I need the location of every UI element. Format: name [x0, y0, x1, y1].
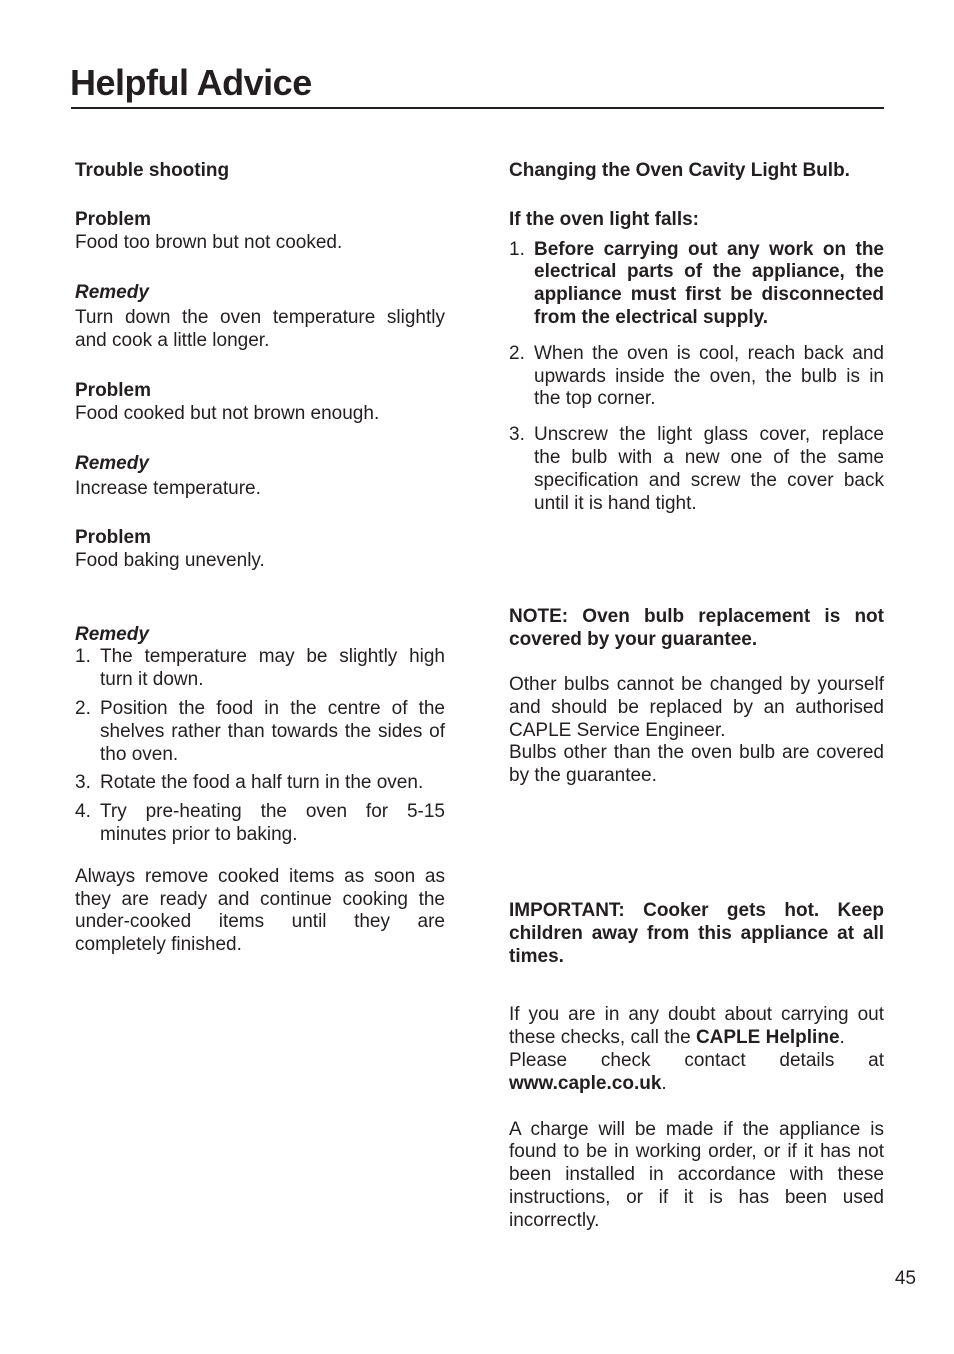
- light-bulb-column: [509, 160, 884, 1233]
- bulb-step: 1. Before carrying out any work on the electrical parts of the appliance, the appliance must first be disconnected from the electrical supply.: [509, 238, 884, 328]
- other-bulbs-text: Other bulbs cannot be changed by yourself and should be replaced by an authorised CAPLE Service Engineer.: [509, 673, 884, 741]
- problem-text: Food baking unevenly.: [75, 549, 265, 571]
- remedy-text: Turn down the oven temperature slightly and cook a little longer.: [75, 307, 445, 351]
- helpline-text: If you are in any doubt about carrying out these checks, call the CAPLE Helpline.: [509, 1004, 884, 1049]
- problem-label: Problem: [75, 208, 152, 230]
- trouble-shooting-heading: Trouble shooting: [75, 160, 230, 181]
- closing-advice: Always remove cooked items as soon as they are ready and continue cooking the under-cooked items until they are completely finished.: [75, 865, 445, 956]
- helpline-name: CAPLE Helpline: [695, 1027, 840, 1049]
- remedy-label: Remedy: [75, 453, 149, 475]
- remedy-label: Remedy: [75, 623, 149, 645]
- bulb-step: 3. Unscrew the light glass cover, replace the bulb with a new one of the same specification and screw the cover back until it is hand tight.: [509, 424, 884, 514]
- remedy-step: 4. Try pre-heating the oven for 5-15 minutes prior to baking.: [75, 801, 445, 845]
- guarantee-note: NOTE: Oven bulb replacement is not covered by your guarantee.: [509, 606, 884, 651]
- problem-text: Food cooked but not brown enough.: [75, 402, 380, 424]
- bulb-step: 2. When the oven is cool, reach back and upwards inside the oven, the bulb is in the top corner.: [509, 342, 884, 410]
- problem-label: Problem: [75, 379, 152, 401]
- problem-label: Problem: [75, 526, 152, 548]
- important-warning: IMPORTANT: Cooker gets hot. Keep children away from this appliance at all times.: [509, 899, 884, 967]
- remedy-steps-list: [75, 646, 445, 846]
- problem-text: Food too brown but not cooked.: [75, 231, 343, 253]
- light-fails-subheading: If the oven light falls:: [509, 208, 700, 230]
- contact-text: Please check contact details at www.caple.co.uk.: [509, 1049, 884, 1094]
- remedy-step: 3. Rotate the food a half turn in the oven.: [75, 772, 424, 794]
- other-bulbs-guarantee: Bulbs other than the oven bulb are covered by the guarantee.: [509, 742, 884, 787]
- remedy-step: 2. Position the food in the centre of the shelves rather than towards the sides of tho oven.: [75, 697, 445, 765]
- remedy-label: Remedy: [75, 282, 149, 304]
- remedy-step: 1. The temperature may be slightly high turn it down.: [75, 646, 445, 691]
- charge-notice: A charge will be made if the appliance is found to be in working order, or if it has not been installed in accordance with these instructions, or if it is has been used incorrectly.: [509, 1118, 884, 1231]
- remedy-text: Increase temperature.: [75, 478, 261, 500]
- website-link[interactable]: www.caple.co.uk: [509, 1072, 662, 1094]
- light-bulb-heading: Changing the Oven Cavity Light Bulb.: [509, 160, 850, 181]
- page-title: Helpful Advice: [70, 62, 312, 103]
- bulb-steps-list: [509, 239, 884, 516]
- title-divider: [71, 107, 884, 109]
- trouble-shooting-column: [75, 160, 445, 957]
- page-number: 45: [894, 1268, 916, 1289]
